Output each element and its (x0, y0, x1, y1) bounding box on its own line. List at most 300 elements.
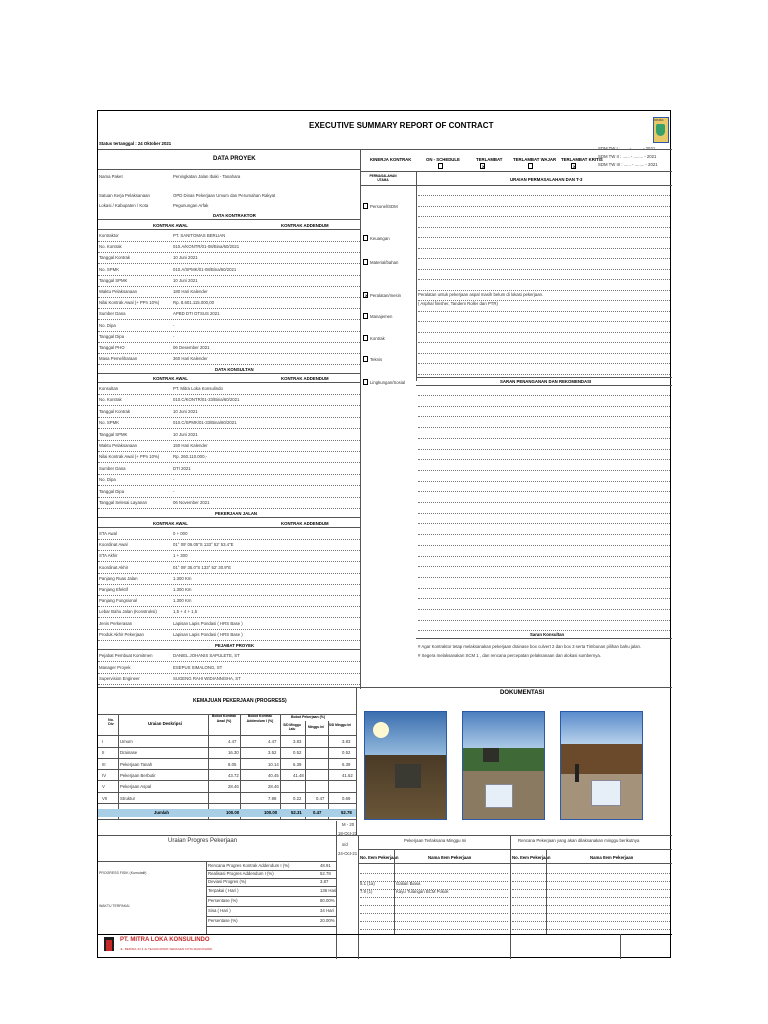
jalan-row-label: STA Awal (99, 531, 117, 536)
issue-label: Teknis (370, 356, 383, 362)
row-divider (98, 405, 360, 406)
status-date: Status tertanggal : 24 Oktober 2021 (99, 141, 172, 146)
jalan-row-value: 1,5 + 4 + 1,5 (173, 609, 198, 615)
col-bobot-pek: Bobot Pekerjaan (%) (291, 715, 326, 719)
total-c: 52.31 (291, 810, 302, 815)
progress-row-desc: Pekerjaan Tanah (120, 761, 153, 767)
col-uraian: Uraian Deskripsi (148, 721, 182, 726)
progress-row-no: III (102, 761, 106, 767)
konsultan-row-label: No. SPMK (99, 420, 120, 426)
peralatan-mark: X (365, 293, 368, 298)
waktu-row-label: Persentase (%) (208, 898, 238, 903)
progress-row-bobot-add: 7.98 (268, 795, 277, 801)
jalan-row-value: 01° 09' 06.05"S 133° 52' 53.4"E (173, 542, 234, 548)
permasalahan-utama: PERMASALAHAN UTAMA (369, 174, 397, 182)
konsultan-row-value: 10 Juni 2021 (173, 408, 198, 414)
issue-checkbox (363, 259, 368, 265)
report-sheet (97, 110, 671, 958)
row-divider (98, 561, 360, 562)
uraian-progres-title: Uraian Progres Pekerjaan (168, 838, 238, 844)
progress-row-lalu: 41.48 (293, 772, 304, 778)
kontrak-addendum-header: KONTRAK ADDENDUM (281, 223, 329, 228)
konsultan-row-value: 06 November 2021 (173, 500, 210, 505)
konsultan-row-label: Tanggal SPMK (99, 431, 128, 437)
jalan-row-value: 1.300 Km (173, 575, 192, 581)
progress-row-desc: Drainase (120, 750, 138, 756)
progress-row-bobot-add: 10.14 (268, 761, 279, 767)
row-divider (418, 481, 670, 482)
item-no-1: 5.1 (1a) (360, 881, 375, 886)
terlambat-kritis-checkbox (571, 163, 576, 169)
total-a: 100.00 (226, 810, 240, 815)
row-divider (206, 916, 336, 917)
col-terlambat: TERLAMBAT (476, 157, 503, 162)
progress-title: KEMAJUAN PEKERJAAN (PROGRESS) (193, 698, 287, 704)
col-bobot-add: Bobot Kontrak Addendum I (%) (246, 714, 274, 723)
kontraktor-row-label: Kontraktor (99, 233, 119, 238)
progress-row-bobot-add: 4.47 (268, 739, 277, 744)
fisik-row-value: 52.78 (320, 871, 331, 876)
nama-paket-label: Nama Paket (99, 174, 123, 179)
kontraktor-row-value: - (173, 333, 175, 339)
col-pekerjaan-depan: Rencana Pekerjaan yang akan dilaksanakan minggu berikutnya (518, 838, 640, 843)
progress-row-desc: Umum (120, 739, 133, 744)
jalan-row-label: Panjang Fungsional (99, 598, 137, 604)
issue-label: Material/bahan (370, 259, 399, 265)
satuan-kerja-label: Satuan Kerja Pelaksanaan (99, 193, 150, 198)
row-divider (418, 470, 670, 471)
konsultan-row-label: Tanggal Kontrak (99, 408, 131, 414)
progress-row-bobot-add: 40.45 (268, 772, 279, 778)
pejabat-row-label: Supervision Engineer (99, 676, 140, 681)
saran-title: SARAN PENANGANAN DAN REKOMENDASI (500, 379, 592, 384)
row-divider (418, 545, 670, 546)
issue-checkbox (363, 313, 368, 319)
row-divider (98, 474, 360, 475)
row-divider (418, 620, 670, 621)
waktu-row-value: 20.00% (320, 918, 335, 923)
no-item-header: No. Item Pekerjaan (360, 855, 399, 860)
row-divider (98, 342, 360, 343)
row-divider (418, 609, 670, 610)
progress-row-bobot-awal: 8.05 (228, 761, 237, 767)
row-divider (418, 363, 670, 364)
col-bobot-awal: Bobot Kontrak Awal (%) (211, 714, 237, 723)
kontrak-awal-header: KONTRAK AWAL (153, 223, 188, 228)
terlambat-wajar-checkbox (528, 163, 533, 169)
peralatan-note-1: Peralatan untuk pekerjaan aspal masih belum di lokasi pekerjaan. (418, 292, 544, 297)
row-divider (418, 195, 670, 196)
kontraktor-row-value: 10 Juni 2021 (173, 277, 198, 283)
col-ini: Minggu Ini (308, 725, 324, 729)
row-divider (98, 275, 360, 276)
konsultan-kontrak-addendum: KONTRAK ADDENDUM (281, 376, 329, 381)
jalan-row-value: 1 + 300 (173, 553, 188, 559)
row-divider (512, 913, 670, 914)
row-divider (418, 566, 670, 567)
row-divider (360, 881, 508, 882)
progress-row-bobot-awal: 16.30 (228, 750, 239, 756)
lokasi-label: Lokasi / Kabupaten / Kota (99, 203, 149, 208)
progress-row-bobot-awal: 4.47 (228, 739, 237, 744)
waktu-row-value: 34 Hari (320, 908, 334, 913)
jalan-row-label: STA Akhir (99, 553, 118, 559)
nama-item-header: Nama Item Pekerjaan (428, 855, 472, 860)
row-divider (206, 886, 336, 887)
pejabat-row-label: Pejabat Pembuat Komitmen (99, 653, 153, 658)
row-divider (418, 556, 670, 557)
row-divider (418, 216, 670, 217)
on-schedule-checkbox (438, 163, 443, 169)
konsultan-row-label: Waktu Pelaksanaan (99, 443, 138, 448)
konsultan-row-value: 10 Juni 2021 (173, 431, 198, 437)
row-divider (418, 290, 670, 291)
company-logo (104, 937, 114, 951)
row-divider (98, 428, 360, 429)
kinerja-kontrak-title: KINERJA KONTRAK (370, 157, 412, 162)
peralatan-note-2: ( Asphal finisher, Tandem Roller dan PTR) (418, 301, 498, 306)
data-proyek-title: DATA PROYEK (213, 156, 256, 162)
row-divider (512, 881, 670, 882)
satuan-kerja-value: OPD Dinas Pekerjaan Umum dan Perumahan Rakyat (173, 193, 276, 198)
progress-row-sd-ini: 6.39 (342, 761, 351, 767)
waktu-row-value: 80.00% (320, 898, 335, 903)
row-divider (98, 684, 360, 685)
kontraktor-row-label: Tanggal Dipa (99, 333, 125, 339)
konsultan-row-value: - (173, 488, 175, 494)
kontraktor-row-value: - (173, 322, 175, 328)
fisik-row-value: 3.87 (320, 879, 329, 884)
kontraktor-row-value: 010.A/KONTR/01-08/Bina/60/2021 (173, 244, 240, 250)
col-no: No. Div (108, 718, 114, 726)
total-e: 52.78 (341, 810, 352, 815)
fisik-row-label: Deviasi Progres (%) (208, 879, 247, 884)
item-name-2: Kayu Tulangan BCM Pokok (396, 889, 449, 894)
row-divider (98, 440, 360, 441)
pejabat-proyek-title: PEJABAT PROYEK (215, 643, 255, 648)
total-label: Jumlah (154, 810, 170, 815)
progress-row-no: VII (102, 795, 108, 801)
row-divider (360, 913, 508, 914)
kontraktor-row-label: Waktu Pelaksanaan (99, 289, 138, 294)
row-divider (98, 550, 360, 551)
pejabat-row-value: SUGENG RAHI WIDIANNISHA, ST (173, 676, 241, 681)
fisik-row-label: Rencana Progres Kontrak Addendum I (%) (208, 863, 290, 868)
progress-row-lalu: 0.22 (293, 795, 302, 801)
row-divider (418, 269, 670, 270)
konsultan-row-label: Tanggal Dipa (99, 488, 125, 494)
row-divider (98, 629, 360, 630)
konsultan-row-value: 010.C/SPMK/01-33/Bina/60/2021 (173, 420, 237, 426)
fisik-label: PROGRESS FISIK (Kumulatif) (99, 871, 147, 875)
row-divider (98, 508, 360, 509)
row-divider (98, 758, 356, 759)
issue-label: Kontrak (370, 335, 385, 341)
col-pekerjaan-ini: Pekerjaan Terlaksana Minggu Ini (404, 838, 467, 843)
row-divider (512, 929, 670, 930)
row-divider (418, 534, 670, 535)
konsultan-row-value: 010.C/KONTR/01-33/Bina/60/2021 (173, 397, 240, 403)
konsultan-row-label: No. Dipa (99, 477, 116, 483)
issue-checkbox (363, 235, 368, 241)
row-divider (98, 673, 360, 674)
jalan-row-label: Lebar Bahu Jalan (Konstruksi) (99, 609, 157, 615)
konsultan-row-value: Rp. 260.110.000,- (173, 454, 208, 460)
row-divider (360, 889, 508, 890)
row-divider (98, 241, 360, 242)
kontraktor-row-value: PT. SANITOMAS BERLIAN (173, 233, 226, 238)
kontraktor-row-label: Nilai Kontrak Awal (+ PPn 10%) (99, 300, 160, 306)
progress-row-no: II (102, 750, 105, 756)
row-divider (418, 588, 670, 589)
row-divider (98, 364, 360, 365)
row-divider (418, 406, 670, 407)
row-divider (360, 929, 508, 930)
row-divider (418, 342, 670, 343)
jalan-row-value: 01° 09' 35.0"S 133° 52' 30.9"E (173, 564, 232, 570)
photo-1 (364, 711, 447, 820)
lokasi-value: Pegunungan Arfak (173, 203, 209, 208)
report-title: EXECUTIVE SUMMARY REPORT OF CONTRACT (309, 121, 494, 130)
row-divider (512, 905, 670, 906)
row-divider (418, 459, 670, 460)
progress-row-bobot-awal: 28.46 (228, 784, 239, 790)
kontraktor-row-label: Tanggal SPMK (99, 277, 128, 283)
row-divider (98, 617, 360, 618)
row-divider (418, 237, 670, 238)
jalan-row-label: Koordinat Awal (99, 542, 128, 548)
fisik-row-label: Realisasi Progres Addendum I (%) (208, 871, 274, 876)
pejabat-row-value: ESEPUS SIMALONG, ST (173, 664, 223, 670)
issue-checkbox (363, 379, 368, 385)
jalan-row-label: Koordinat Akhir (99, 564, 129, 570)
kontraktor-row-value: 180 Hari Kalender (173, 289, 208, 294)
saran-konsultan-1: # Agar Kontraktor tetap melaksanakan pekerjaan drainase box culvert 2 dan box 3 serta Timbunan pilihan bahu jalan. (418, 644, 642, 649)
konsultan-row-label: Konsultan (99, 386, 119, 391)
row-divider (98, 539, 360, 540)
konsultan-row-value: - (173, 477, 175, 483)
jalan-kontrak-awal: KONTRAK AWAL (153, 521, 188, 526)
row-divider (418, 502, 670, 503)
row-divider (98, 319, 360, 320)
progress-row-lalu: 6.39 (293, 761, 302, 767)
kontraktor-row-label: Tanggal Kontrak (99, 255, 131, 261)
row-divider (206, 926, 336, 927)
row-divider (98, 252, 360, 253)
row-divider (418, 374, 670, 375)
pejabat-row-label: Manager Proyek (99, 664, 131, 670)
row-divider (98, 308, 360, 309)
company-address: JL. BERIMA JO 3 JL TECHNOPARK SERAGEN KOTA MANOKWARI (120, 947, 213, 951)
sdm-tw2: SDM TW II : ...... - ........ - 2021 (598, 154, 657, 159)
kritis-mark: X (573, 164, 576, 169)
kontraktor-row-label: No. Kontrak (99, 244, 122, 250)
konsultan-row-label: Nilai Kontrak Awal (+ PPn 10%) (99, 454, 160, 460)
kontraktor-row-label: Masa Pemeliharaan (99, 356, 138, 362)
kontraktor-row-value: Rp. 8.601.115.000,00 (173, 300, 215, 306)
nama-paket-value: Peningkatan Jalan Ibaki - Tanahara (173, 174, 241, 179)
date-to: 24-Oct-21 (338, 851, 358, 856)
row-divider (98, 573, 360, 574)
kontraktor-row-value: APBD DTI OTSUS 2021 (173, 311, 220, 317)
row-divider (98, 584, 360, 585)
issue-checkbox (363, 335, 368, 341)
row-divider (98, 394, 360, 395)
row-divider (98, 497, 360, 498)
row-divider (418, 206, 670, 207)
row-divider (360, 873, 508, 874)
konsultan-kontrak-awal: KONTRAK AWAL (153, 376, 188, 381)
issue-label: Lingkungan/Sosial (370, 379, 406, 385)
row-divider (98, 606, 360, 607)
progress-row-sd-ini: 0.69 (342, 795, 351, 801)
issue-label: Manajemen (370, 313, 393, 319)
issue-label: Personel/SDM (370, 203, 398, 209)
row-divider (360, 897, 508, 898)
kontraktor-row-label: No. SPMK (99, 266, 120, 272)
row-divider (98, 462, 360, 463)
waktu-row-value: 136 Hari (320, 888, 337, 893)
row-divider (98, 640, 360, 641)
row-divider (512, 873, 670, 874)
saran-konsultan-title: Saran Konsultan (530, 632, 565, 637)
row-divider (418, 311, 670, 312)
nama-item-header-2: Nama Item Pekerjaan (590, 855, 634, 860)
row-divider (418, 395, 670, 396)
waktu-label: WAKTU TERPAKAI (99, 904, 130, 908)
progress-row-lalu: 0.52 (293, 750, 302, 756)
fisik-row-value: 48.91 (320, 863, 331, 868)
jalan-row-value: Lapisan Lapis Pondasi ( HRS Base ) (173, 631, 243, 637)
row-divider (418, 577, 670, 578)
row-divider (360, 905, 508, 906)
row-divider (418, 321, 670, 322)
kontraktor-row-value: 10 Juni 2021 (173, 255, 198, 261)
photo-2 (462, 711, 545, 820)
row-divider (206, 906, 336, 907)
photo-3 (560, 711, 643, 820)
jalan-row-label: Jenis Perkerasan (99, 620, 133, 626)
kontraktor-row-label: No. Dipa (99, 322, 116, 328)
row-divider (98, 780, 356, 781)
issue-checkbox (363, 356, 368, 362)
row-divider (418, 258, 670, 259)
sdm-tw1: SDM TW I : ...... - ........ - 2021 (598, 146, 656, 151)
progress-row-bobot-awal: 43.72 (228, 772, 239, 778)
row-divider (98, 747, 356, 748)
kontraktor-row-value: 010.A/SPMK/01-08/Bina/60/2021 (173, 266, 237, 272)
logo-text: PAKPAK (654, 119, 664, 122)
total-d: 0.47 (313, 810, 322, 815)
data-konsultan-title: DATA KONSULTAN (215, 367, 254, 372)
row-divider (98, 803, 356, 804)
pekerjaan-jalan-title: PEKERJAAN JALAN (215, 511, 258, 516)
row-divider (418, 279, 670, 280)
row-divider (206, 896, 336, 897)
row-divider (418, 491, 670, 492)
progress-row-desc: Struktur (120, 795, 136, 801)
progress-row-no: V (102, 784, 105, 790)
item-no-2: 7.9 (1) (360, 889, 373, 894)
progress-row-sd-ini: 3.83 (342, 739, 351, 744)
jalan-row-value: Lapisan Lapis Pondasi ( HRS Base ) (173, 620, 243, 626)
row-divider (418, 598, 670, 599)
row-divider (512, 921, 670, 922)
progress-row-bobot-add: 3.52 (268, 750, 277, 756)
pejabat-row-value: DANIEL JOHANIS SAPULETE, ST (173, 653, 240, 658)
jalan-row-label: Produk Akhir Pekerjaan (99, 631, 144, 637)
kontraktor-row-value: 06 Desember 2021 (173, 345, 210, 350)
no-item-header-2: No. Item Pekerjaan (512, 855, 551, 860)
row-divider (98, 769, 356, 770)
waktu-row-label: Terpakai ( Hari ) (208, 888, 239, 893)
konsultan-row-label: No. Kontrak (99, 397, 122, 403)
row-divider (418, 248, 670, 249)
jalan-row-label: Panjang Efektif (99, 587, 128, 592)
konsultan-row-value: DTI 2021 (173, 465, 191, 471)
row-divider (418, 449, 670, 450)
progress-row-lalu: 3.83 (293, 739, 302, 744)
konsultan-row-value: 150 Hari Kalender (173, 443, 208, 448)
row-divider (98, 792, 356, 793)
row-divider (418, 523, 670, 524)
row-divider (418, 227, 670, 228)
row-divider (98, 485, 360, 486)
item-name-1: Galian Biasa (396, 881, 421, 886)
jalan-row-value: 0 + 000 (173, 531, 188, 536)
konsultan-row-label: Sumber Dana (99, 465, 126, 471)
row-divider (98, 286, 360, 287)
minggu-label: M - 20 (342, 822, 355, 827)
jalan-kontrak-addendum: KONTRAK ADDENDUM (281, 521, 329, 526)
row-divider (418, 427, 670, 428)
row-divider (98, 331, 360, 332)
row-divider (418, 416, 670, 417)
row-divider (98, 297, 360, 298)
row-divider (418, 513, 670, 514)
row-divider (98, 595, 360, 596)
pakpak-logo (653, 117, 669, 143)
row-divider (418, 353, 670, 354)
issue-label: Keuangan (370, 235, 390, 241)
date-from: 18-Oct-21 (338, 831, 358, 836)
terlambat-mark: X (482, 164, 485, 169)
issue-label: Peralatan/mesin (370, 292, 402, 298)
issue-checkbox (363, 203, 368, 209)
col-on-schedule: ON - SCHEDULE (426, 157, 460, 162)
terlambat-checkbox (480, 163, 485, 169)
progress-row-no: IV (102, 772, 107, 778)
row-divider (512, 889, 670, 890)
jalan-row-value: 1.300 Km (173, 598, 192, 604)
saran-konsultan-2: # Segera melaksanakan SCM 1 , dan rencana percepatan pelaksanaan dan alokasi sumbernya. (418, 653, 601, 658)
issue-checkbox (363, 292, 368, 298)
col-sd-ini: S/D Minggu Ini (328, 723, 352, 727)
waktu-row-label: Sisa ( Hari ) (208, 908, 231, 913)
row-divider (360, 921, 508, 922)
col-terlambat-kritis: TERLAMBAT KRITIS (561, 157, 603, 162)
row-divider (418, 438, 670, 439)
col-terlambat-wajar: TERLAMBAT WAJAR (513, 157, 557, 162)
row-divider (512, 897, 670, 898)
jalan-row-value: 1.300 Km (173, 587, 192, 592)
progress-row-sd-ini: 41.62 (342, 772, 353, 778)
kontraktor-row-label: Sumber Dana (99, 311, 126, 317)
uraian-permasalahan-title: URAIAN PERMASALAHAN DAN T-3 (510, 177, 583, 182)
konsultan-row-label: Tanggal Selesai Layanan (99, 500, 148, 505)
progress-row-ini: 0.47 (316, 795, 325, 801)
progress-row-no: I (102, 739, 104, 744)
